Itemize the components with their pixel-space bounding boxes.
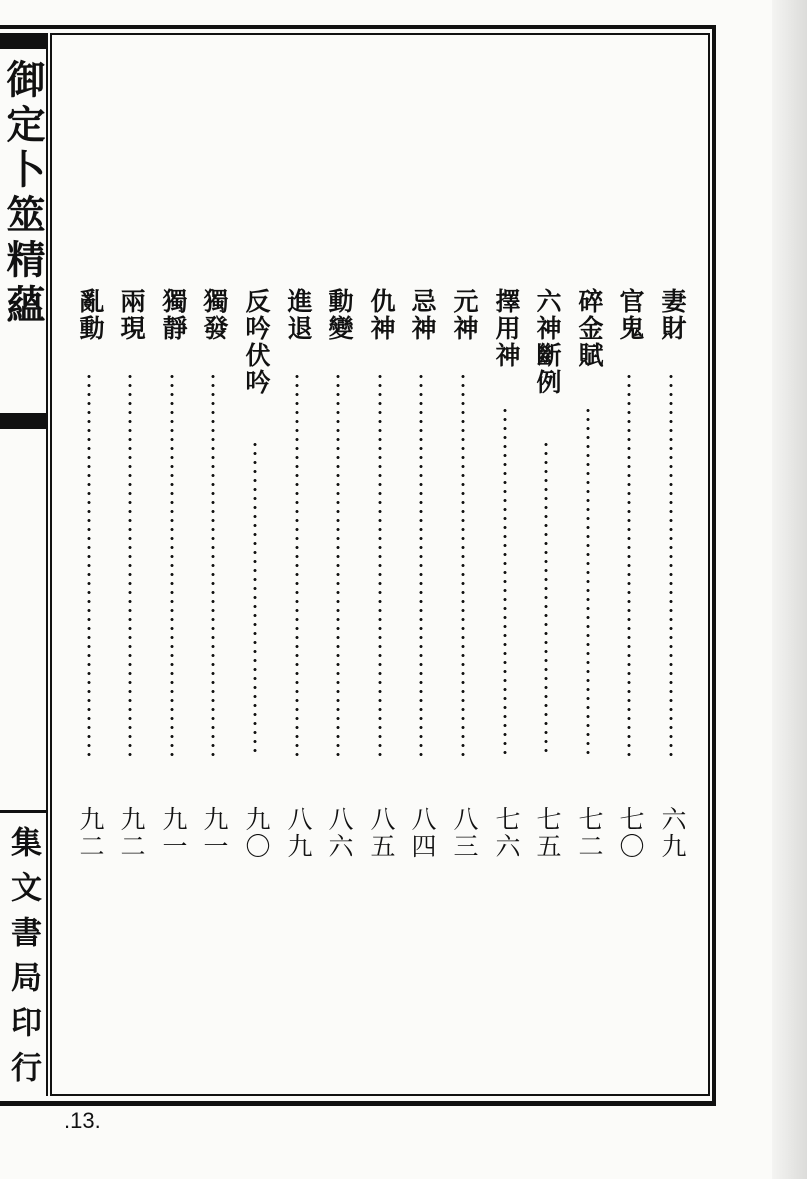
toc-entry — [197, 288, 231, 878]
publisher-name: 集文書局印行 — [5, 826, 41, 1096]
toc-entry — [364, 288, 398, 878]
toc-entry — [447, 288, 481, 878]
toc-entry-page: 八四 — [408, 806, 437, 860]
toc-entry-page: 七六 — [492, 806, 521, 860]
toc-entry-page: 九〇 — [242, 806, 271, 860]
toc-entry-title: 碎金賦 — [575, 288, 604, 369]
toc-entry-page: 七二 — [575, 806, 604, 860]
toc-dot-leader — [586, 406, 590, 758]
toc-entry — [322, 288, 356, 878]
toc-entry — [239, 288, 273, 878]
toc-entry — [405, 288, 439, 878]
toc-entry-page: 七〇 — [616, 806, 645, 860]
toc-entry-title: 擇用神 — [492, 288, 521, 369]
toc-entry — [655, 288, 689, 878]
toc-entry-title: 仇神 — [367, 288, 396, 342]
toc-entry-page: 九二 — [117, 806, 146, 860]
toc-entry-title: 兩現 — [117, 288, 146, 342]
toc-entry-page: 九一 — [159, 806, 188, 860]
toc-dot-leader — [503, 406, 507, 758]
toc-entry-title: 獨靜 — [159, 288, 188, 342]
toc-dot-leader — [627, 372, 631, 758]
toc-dot-leader — [419, 372, 423, 758]
book-title: 御定卜筮精蘊 — [0, 59, 46, 329]
toc-entry-title: 進退 — [284, 288, 313, 342]
page-edge-shadow — [772, 0, 807, 1179]
toc-entry-title: 六神斷例 — [533, 288, 562, 396]
spine-black-bar-middle — [0, 413, 46, 429]
toc-dot-leader — [336, 372, 340, 758]
toc-entry-page: 八五 — [367, 806, 396, 860]
toc-dot-leader — [253, 440, 257, 758]
toc-entry — [572, 288, 606, 878]
toc-dot-leader — [211, 372, 215, 758]
toc-dot-leader — [669, 372, 673, 758]
toc-entry — [530, 288, 564, 878]
toc-entry-title: 官鬼 — [616, 288, 645, 342]
toc-dot-leader — [295, 372, 299, 758]
toc-dot-leader — [544, 440, 548, 758]
book-spine-column — [0, 33, 48, 1096]
toc-entry-title: 元神 — [450, 288, 479, 342]
toc-dot-leader — [128, 372, 132, 758]
toc-entry — [281, 288, 315, 878]
toc-entry — [156, 288, 190, 878]
spine-black-bar-top — [0, 33, 46, 49]
page-number: .13. — [64, 1108, 101, 1133]
toc-dot-leader — [378, 372, 382, 758]
toc-entry — [489, 288, 523, 878]
toc-entry — [613, 288, 647, 878]
spine-divider — [0, 810, 46, 813]
toc-entry — [114, 288, 148, 878]
toc-entry-title: 妻財 — [658, 288, 687, 342]
toc-entry-page: 八三 — [450, 806, 479, 860]
toc-entry-page: 八六 — [325, 806, 354, 860]
toc-dot-leader — [87, 372, 91, 758]
toc-dot-leader — [170, 372, 174, 758]
toc-entry — [73, 288, 107, 878]
toc-entry-title: 忌神 — [408, 288, 437, 342]
toc-dot-leader — [461, 372, 465, 758]
toc-entry-title: 動變 — [325, 288, 354, 342]
toc-entry-page: 九二 — [76, 806, 105, 860]
toc-entry-page: 六九 — [658, 806, 687, 860]
toc-entry-title: 亂動 — [76, 288, 105, 342]
toc-entry-page: 七五 — [533, 806, 562, 860]
toc-entry-page: 九一 — [200, 806, 229, 860]
toc-entry-title: 反吟伏吟 — [242, 288, 271, 396]
toc-entry-title: 獨發 — [200, 288, 229, 342]
toc-entry-page: 八九 — [284, 806, 313, 860]
